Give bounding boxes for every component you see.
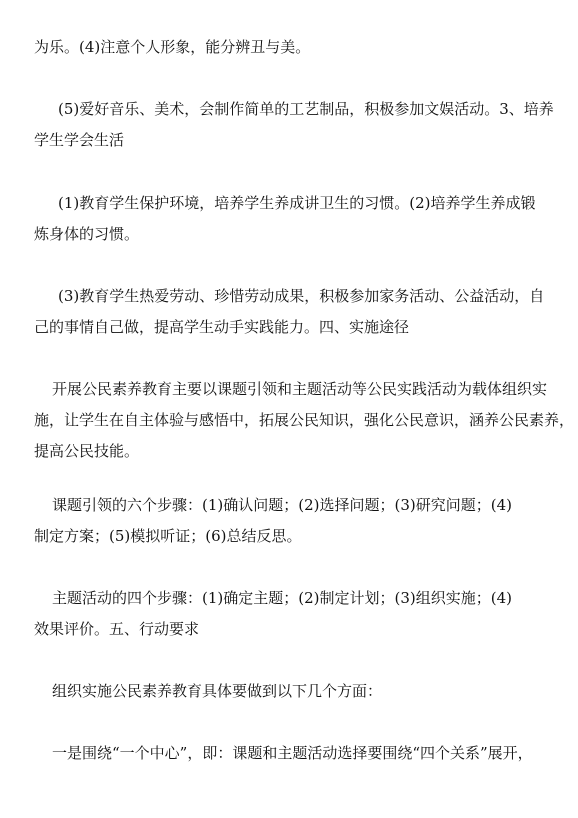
paragraph-line: 组织实施公民素养教育具体要做到以下几个方面： xyxy=(52,682,383,700)
paragraph-line: (1)教育学生保护环境，培养学生养成讲卫生的习惯。(2)培养学生养成锻 xyxy=(58,194,536,212)
paragraph-line: 提高公民技能。 xyxy=(34,442,140,460)
paragraph-line: (3)教育学生热爱劳动、珍惜劳动成果，积极参加家务活动、公益活动，自 xyxy=(58,287,545,305)
paragraph-2 xyxy=(34,94,554,156)
paragraph-3 xyxy=(34,188,546,250)
paragraph-4 xyxy=(34,281,546,343)
paragraph-6 xyxy=(34,490,546,552)
paragraph-9 xyxy=(34,738,546,769)
paragraph-7 xyxy=(34,583,546,645)
paragraph-line: 施，让学生在自主体验与感悟中，拓展公民知识，强化公民意识，涵养公民素养， xyxy=(34,411,575,429)
paragraph-line: (5)爱好音乐、美术，会制作简单的工艺制品，积极参加文娱活动。3、培养 xyxy=(58,100,554,118)
paragraph-line: 学生学会生活 xyxy=(34,131,125,149)
paragraph-8 xyxy=(34,676,546,707)
paragraph-line: 制定方案；(5)模拟听证；(6)总结反思。 xyxy=(34,527,302,545)
paragraph-line: 主题活动的四个步骤：(1)确定主题；(2)制定计划；(3)组织实施；(4) xyxy=(52,589,512,607)
paragraph-line: 课题引领的六个步骤：(1)确认问题；(2)选择问题；(3)研究问题；(4) xyxy=(52,496,512,514)
paragraph-line: 效果评价。五、行动要求 xyxy=(34,620,200,638)
paragraph-line: 己的事情自己做，提高学生动手实践能力。四、实施途径 xyxy=(34,318,410,336)
paragraph-5 xyxy=(34,374,575,467)
paragraph-line: 为乐。(4)注意个人形象，能分辨丑与美。 xyxy=(34,38,311,56)
paragraph-1 xyxy=(34,32,546,63)
paragraph-line: 炼身体的习惯。 xyxy=(34,225,140,243)
paragraph-line: 开展公民素养教育主要以课题引领和主题活动等公民实践活动为载体组织实 xyxy=(52,380,548,398)
paragraph-line: 一是围绕“一个中心”，即：课题和主题活动选择要围绕“四个关系”展开， xyxy=(52,744,533,762)
